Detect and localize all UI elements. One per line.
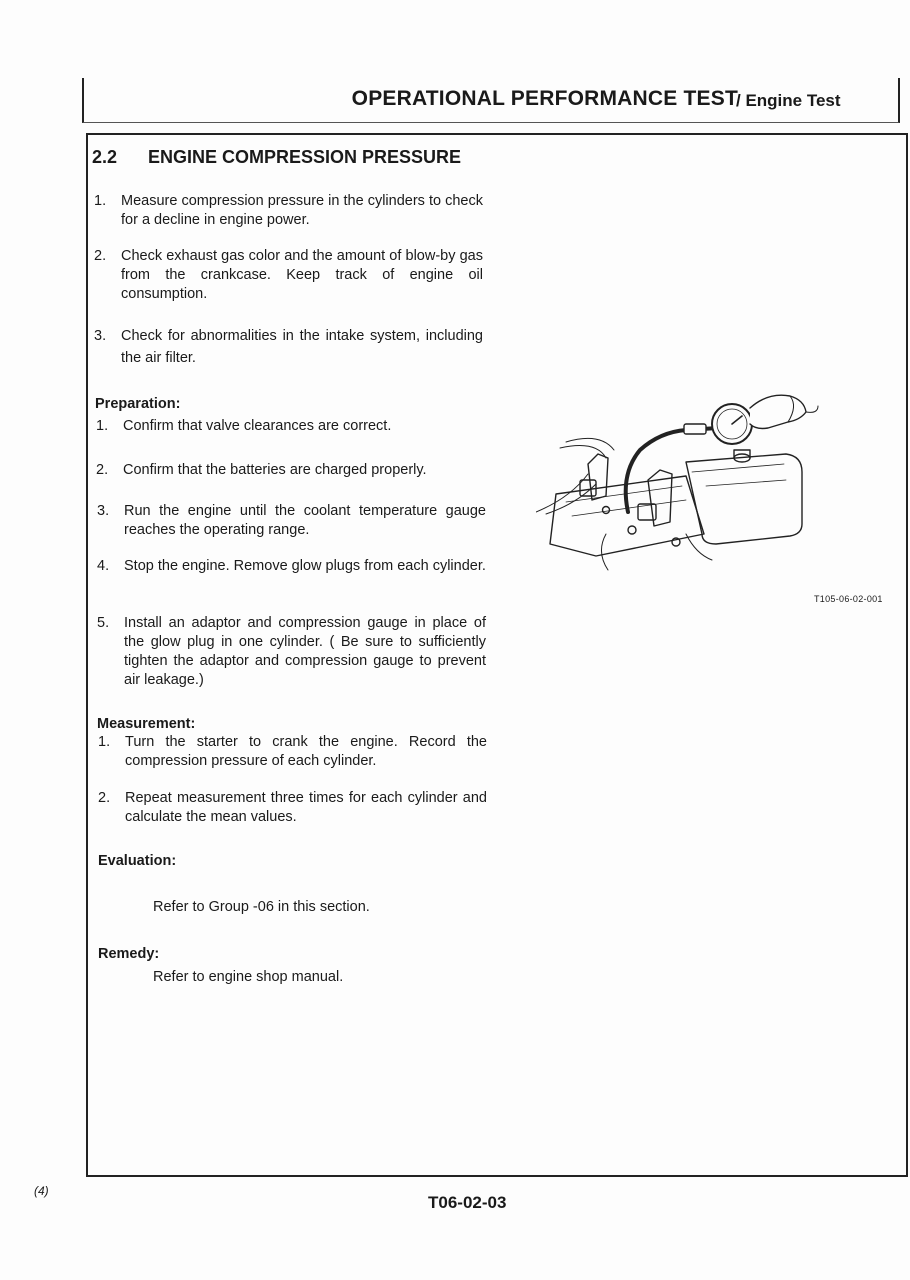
section-heading xyxy=(92,147,461,168)
page-header xyxy=(82,78,900,123)
bolt xyxy=(603,507,610,514)
hose-adaptor xyxy=(684,424,706,434)
list-item xyxy=(96,461,485,480)
evaluation-heading: Evaluation: xyxy=(98,853,177,869)
section-number: 2.2 xyxy=(92,147,118,167)
item-text: Confirm that the batteries are charged properly. xyxy=(123,462,427,478)
handwritten-mark: (4) xyxy=(34,1184,49,1198)
item-text: Stop the engine. Remove glow plugs from each cylinder. xyxy=(124,558,486,574)
item-text: Repeat measurement three times for each cylinder and calculate the mean values. xyxy=(125,790,487,825)
cover-ridge xyxy=(692,464,786,486)
fitting-left xyxy=(580,480,596,496)
item-number: 3. xyxy=(94,328,107,344)
fuel-line xyxy=(560,438,614,458)
item-text: Check for abnormalities in the intake system, including the air filter. xyxy=(121,328,483,366)
list-item xyxy=(96,417,485,436)
list-item xyxy=(97,614,486,690)
list-item xyxy=(98,789,487,827)
list-item xyxy=(97,557,486,576)
item-text: Confirm that valve clearances are correct. xyxy=(123,418,392,434)
item-number: 4. xyxy=(97,558,110,574)
list-item xyxy=(94,192,483,230)
item-number: 1. xyxy=(98,734,111,750)
list-item xyxy=(94,247,483,304)
compression-gauge-illustration xyxy=(536,384,826,574)
preparation-heading: Preparation: xyxy=(95,396,181,412)
item-number: 5. xyxy=(97,615,110,631)
list-item xyxy=(98,733,487,771)
item-number: 3. xyxy=(97,503,110,519)
measurement-heading: Measurement: xyxy=(97,716,196,732)
item-text: Measure compression pressure in the cylinders to check for a decline in engine power. xyxy=(121,193,483,228)
item-number: 1. xyxy=(94,193,107,209)
list-item xyxy=(94,325,483,369)
header-subtitle: / Engine Test xyxy=(736,91,841,110)
header-title: OPERATIONAL PERFORMANCE TEST xyxy=(351,87,738,110)
item-number: 2. xyxy=(96,462,109,478)
section-title: ENGINE COMPRESSION PRESSURE xyxy=(148,147,462,167)
item-text: Install an adaptor and compression gauge in place of the glow plug in one cylinder. ( Be sure to sufficiently tighten the adaptor and compression gauge to prevent air leakage.) xyxy=(124,615,486,688)
item-text: Check exhaust gas color and the amount of blow-by gas from the crankcase. Keep track of engine oil consumption. xyxy=(121,248,483,302)
item-number: 2. xyxy=(94,248,107,264)
item-text: Turn the starter to crank the engine. Record the compression pressure of each cylinder. xyxy=(125,734,487,769)
remedy-text: Refer to engine shop manual. xyxy=(153,969,344,985)
item-text: Run the engine until the coolant temperature gauge reaches the operating range. xyxy=(124,503,486,538)
gauge-hose xyxy=(626,428,718,512)
bolt xyxy=(628,526,636,534)
figure-reference: T105-06-02-001 xyxy=(814,594,883,604)
evaluation-text: Refer to Group -06 in this section. xyxy=(153,899,370,915)
injector-left xyxy=(588,454,608,500)
item-number: 2. xyxy=(98,790,111,806)
item-number: 1. xyxy=(96,418,109,434)
hand xyxy=(750,395,806,428)
remedy-heading: Remedy: xyxy=(98,946,160,962)
page-number: T06-02-03 xyxy=(428,1193,507,1212)
list-item xyxy=(97,502,486,540)
